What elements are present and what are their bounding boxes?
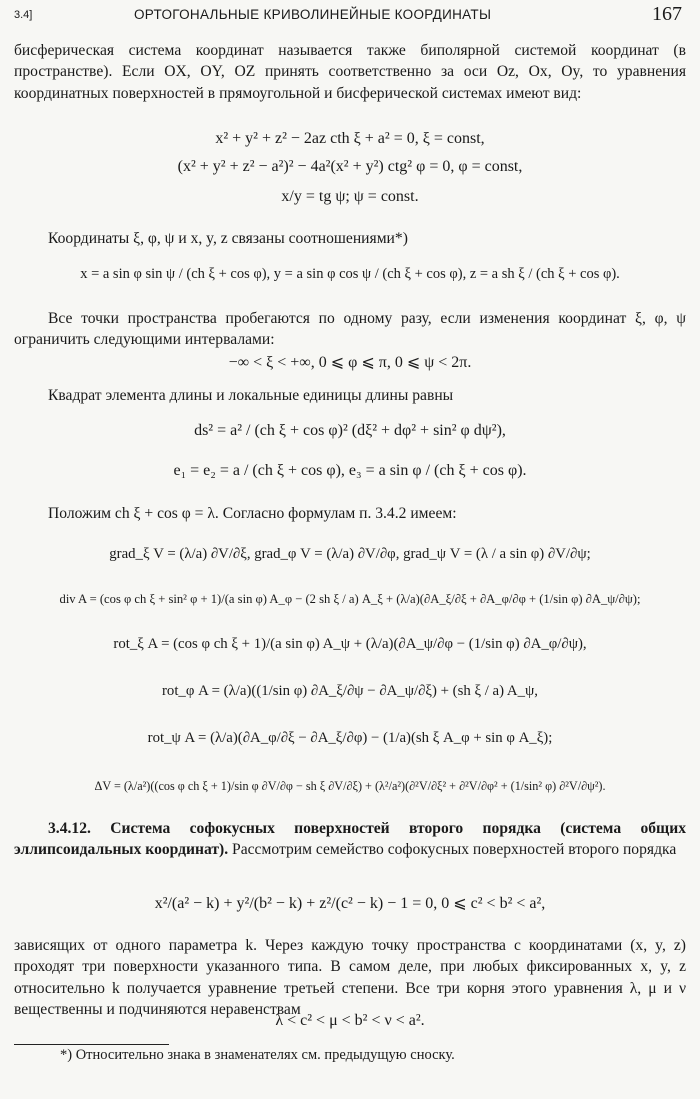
page-number: 167: [652, 3, 682, 25]
equation-ranges: −∞ < ξ < +∞, 0 ⩽ φ ⩽ π, 0 ⩽ ψ < 2π.: [228, 354, 472, 371]
equation-ds2: ds² = a² / (ch ξ + cos φ)² (dξ² + dφ² + sin² φ dψ²),: [194, 422, 506, 439]
equation-rot-phi: rot_φ A = (λ/a)((1/sin φ) ∂A_ξ/∂ψ − ∂A_ψ/∂ξ) + (sh ξ / a) A_ψ,: [162, 683, 538, 699]
equation-divergence: div A = (cos φ ch ξ + sin² φ + 1)/(a sin φ) A_φ − (2 sh ξ / a) A_ξ + (λ/a)(∂A_ξ/∂ξ + ∂A_φ/∂φ + (1/sin φ) ∂A_ψ/∂ψ);: [59, 592, 641, 606]
equation-rot-psi: rot_ψ A = (λ/a)(∂A_φ/∂ξ − ∂A_ξ/∂φ) − (1/a)(sh ξ A_φ + sin φ A_ξ);: [147, 730, 553, 746]
equation-unit-lengths: e₁ = e₂ = a / (ch ξ + cos φ), e₃ = a sin φ / (ch ξ + cos φ).: [173, 462, 527, 479]
equation-laplacian: ΔV = (λ/a²)((cos φ ch ξ + 1)/sin φ ∂V/∂φ − sh ξ ∂V/∂ξ) + (λ²/a²)(∂²V/∂ξ² + ∂²V/∂φ² + (1/sin² φ) ∂²V/∂ψ²).: [94, 779, 606, 793]
equation-surface-xi: x² + y² + z² − 2az cth ξ + a² = 0, ξ = const,: [215, 130, 485, 147]
paragraph-bispherical-intro: бисферическая система координат называется также биполярной системой координат (в пространстве). Если OX, OY, OZ принять соответственно за оси Oz, Ox, Oy, то уравнения координатных поверхностей в прямоугольной и бисферической системах имеют вид:: [14, 42, 686, 102]
paragraph-coordinate-relations: Координаты ξ, φ, ψ и x, y, z связаны соотношениями*): [48, 230, 408, 247]
equation-surface-phi: (x² + y² + z² − a²)² − 4a²(x² + y²) ctg² φ = 0, φ = const,: [177, 158, 523, 175]
footnote: *) Относительно знака в знаменателях см. предыдущую сноску.: [60, 1047, 455, 1063]
section-number: 3.4]: [14, 9, 33, 21]
running-title: ОРТОГОНАЛЬНЫЕ КРИВОЛИНЕЙНЫЕ КООРДИНАТЫ: [134, 7, 492, 22]
paragraph-length-element: Квадрат элемента длины и локальные единицы длины равны: [48, 387, 454, 404]
equation-inequalities: λ < c² < μ < b² < ν < a².: [275, 1012, 425, 1029]
paragraph-intervals: Все точки пространства пробегаются по одному разу, если изменения координат ξ, φ, ψ ограничить следующими интервалами:: [14, 310, 686, 349]
book-page: [14, 0, 686, 1099]
equation-gradient: grad_ξ V = (λ/a) ∂V/∂ξ, grad_φ V = (λ/a) ∂V/∂φ, grad_ψ V = (λ / a sin φ) ∂V/∂ψ;: [109, 546, 591, 562]
equation-rot-xi: rot_ξ A = (cos φ ch ξ + 1)/(a sin φ) A_ψ + (λ/a)(∂A_ψ/∂φ − (1/sin φ) ∂A_φ/∂ψ),: [113, 636, 587, 652]
footnote-divider: [14, 1044, 169, 1045]
section-intro-text: Рассмотрим семейство софокусных поверхностей второго порядка: [232, 841, 677, 859]
running-header: [14, 3, 686, 29]
equation-confocal-family: x²/(a² − k) + y²/(b² − k) + z²/(c² − k) − 1 = 0, 0 ⩽ c² < b² < a²,: [154, 895, 546, 912]
section-heading: 3.4.12. Система софокусных поверхностей второго порядка (система общих эллипсоидальных координат).: [14, 820, 686, 859]
section-3-4-12: [14, 818, 686, 861]
paragraph-roots: зависящих от одного параметра k. Через каждую точку пространства с координатами (x, y, z) проходят три поверхности указанного типа. В самом деле, при любых фиксированных x, y, z относительно k получается уравнение третьей степени. Все три корня этого уравнения λ, μ и ν вещественны и подчиняются неравенствам: [14, 937, 686, 1019]
paragraph-lambda-definition: Положим ch ξ + cos φ = λ. Согласно формулам п. 3.4.2 имеем:: [48, 505, 457, 522]
equation-surface-psi: x/y = tg ψ; ψ = const.: [281, 188, 419, 205]
equation-coordinates: x = a sin φ sin ψ / (ch ξ + cos φ), y = a sin φ cos ψ / (ch ξ + cos φ), z = a sh ξ / (ch ξ + cos φ).: [80, 266, 620, 282]
